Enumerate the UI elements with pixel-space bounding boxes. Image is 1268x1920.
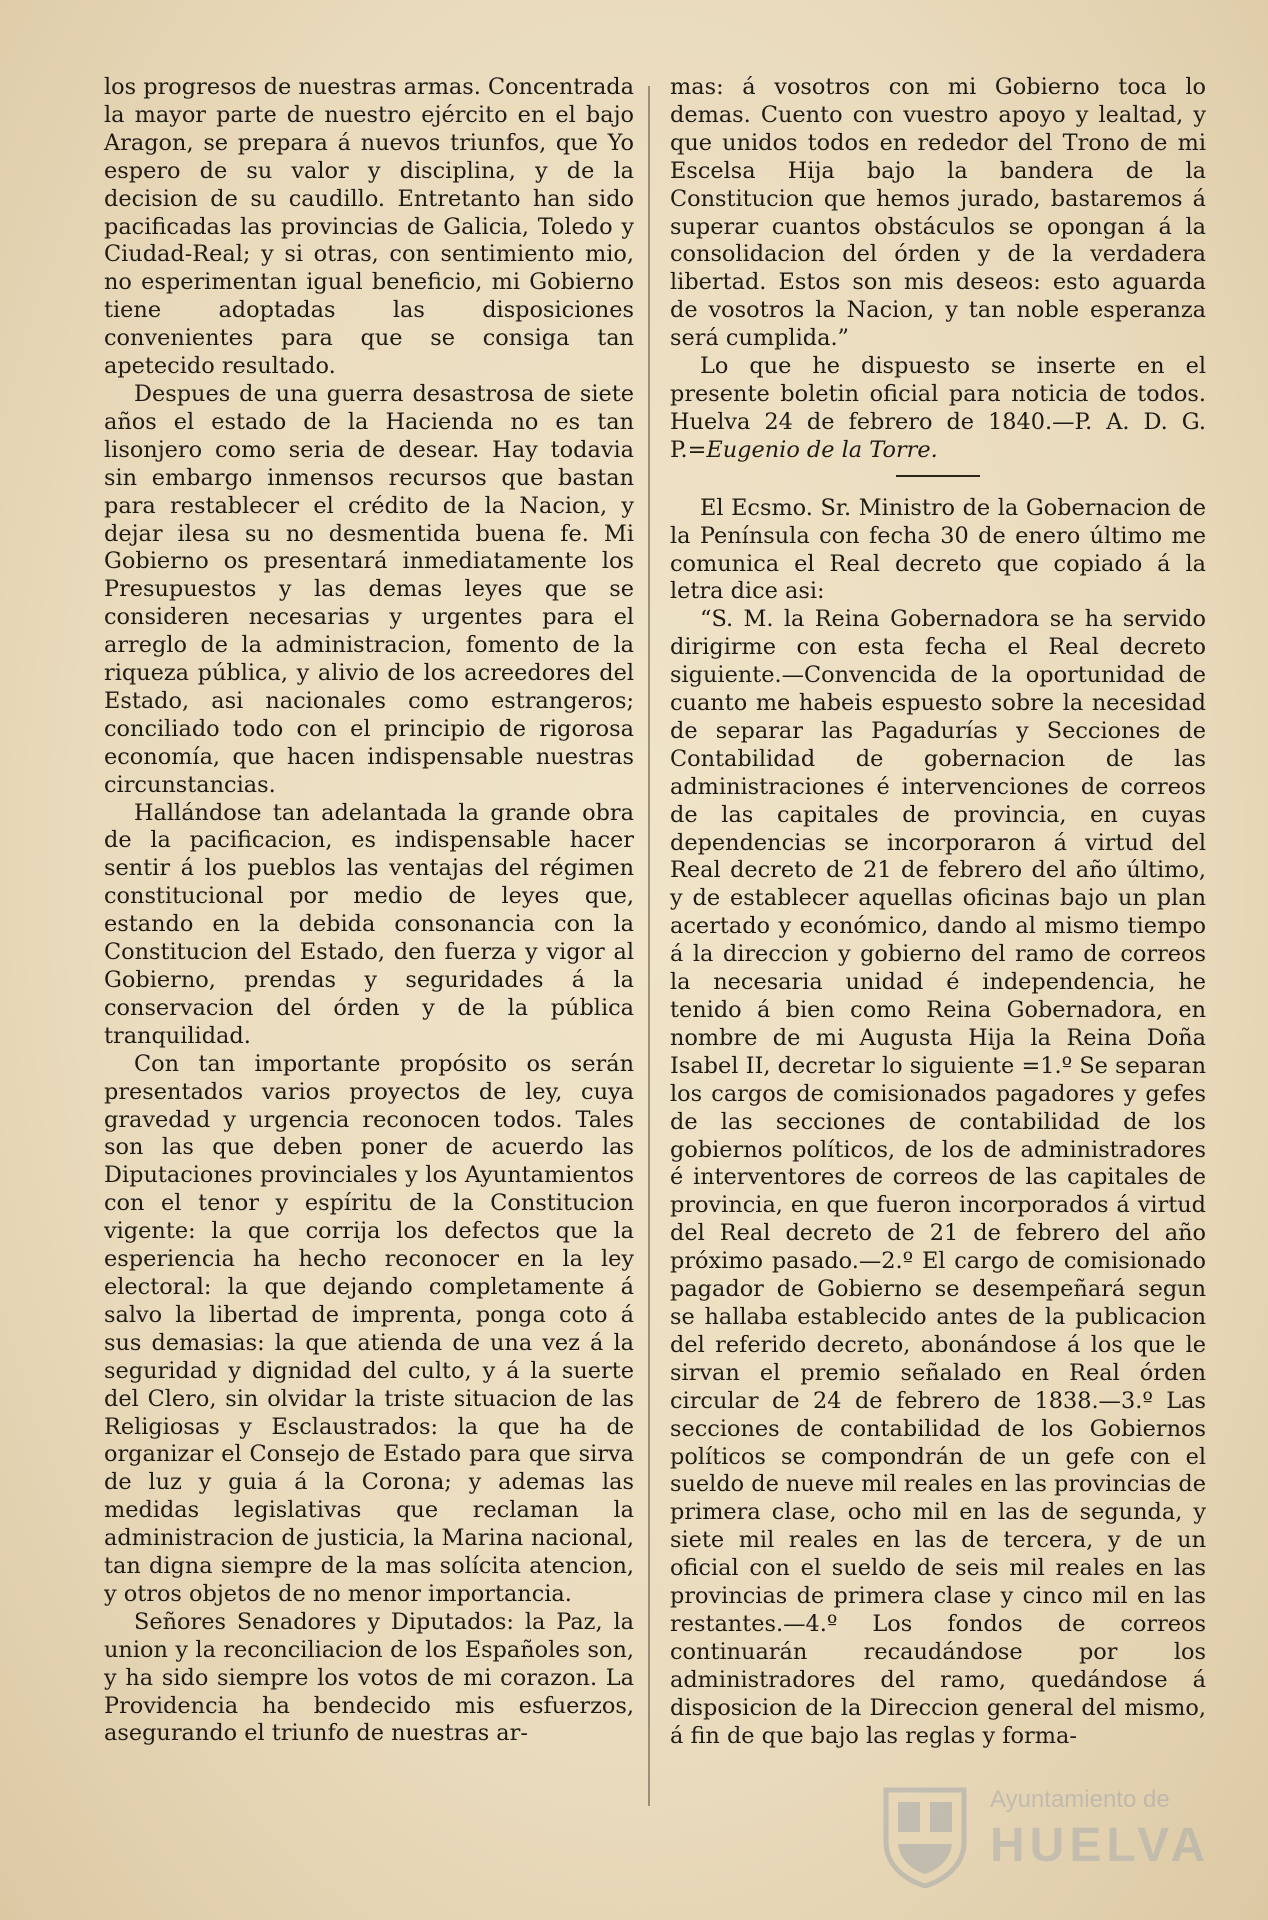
left-paragraph-4: Con tan importante propósito os serán presentados varios proyectos de ley, cuya gravedad y urgencia reconocen todos. Tales son las que deben poner de acuerdo las Diputaciones provinciales y los Ayuntamientos con el tenor y espíritu de la Constitucion vigente: la que corrija los defectos que la esperiencia ha hecho reconocer en la ley electoral: la que dejando completamente á salvo la libertad de imprenta, ponga coto á sus demasias: la que atienda de una vez á la seguridad y dignidad del culto, y á la suerte del Clero, sin olvidar la triste situacion de las Religiosas y Esclaustrados: la que ha de organizar el Consejo de Estado para que sirva de luz y guia á la Corona; y ademas las medidas legislativas que reclaman la administracion de justicia, la Marina nacional, tan digna siempre de la mas solícita atencion, y otros objetos de no menor importancia. — [104, 1050, 634, 1607]
right-paragraph-2 — [670, 353, 1206, 465]
right-paragraph-1: mas: á vosotros con mi Gobierno toca lo demas. Cuento con vuestro apoyo y lealtad, y que unidos todos en rededor del Trono de mi Escelsa Hija bajo la bandera de la Constitucion que hemos jurado, bastaremos á superar cuantos obstáculos se opongan á la consolidacion del órden y de la verdadera libertad. Estos son mis deseos: esto aguarda de vosotros la Nacion, y tan noble esperanza será cumplida.” — [670, 74, 1206, 352]
right-paragraph-4: “S. M. la Reina Gobernadora se ha servido dirigirme con esta fecha el Real decreto siguiente.—Convencida de la oportunidad de cuanto me habeis espuesto sobre la necesidad de separar las Pagadurías y Secciones de Contabilidad de gobernacion de las administraciones é intervenciones de correos de las capitales de provincia, en cuyas dependencias se incorporaron á virtud del Real decreto de 21 de febrero del año último, y de establecer aquellas oficinas bajo un plan acertado y económico, dando al mismo tiempo á la direccion y gobierno del ramo de correos la necesaria unidad é independencia, he tenido á bien como Reina Gobernadora, en nombre de mi Augusta Hija la Reina Doña Isabel II, decretar lo siguiente =1.º Se separan los cargos de comisionados pagadores y gefes de las secciones de contabilidad de los gobiernos políticos, de los de administradores é interventores de correos de las capitales de provincia, en que fueron incorporados á virtud del Real decreto de 21 de febrero del año próximo pasado.—2.º El cargo de comisionado pagador de Gobierno se desempeñará segun se hallaba establecido antes de la publicacion del referido decreto, abonándose á los que le sirvan el premio señalado en Real órden circular de 24 de febrero de 1838.—3.º Las secciones de contabilidad de los Gobiernos políticos se compondrán de un gefe con el sueldo de nueve mil reales en las provincias de primera clase, ocho mil en las de segunda, y siete mil reales en las de tercera, y de un oficial con el sueldo de seis mil reales en las provincias de primera clase y cinco mil en las restantes.—4.º Los fondos de correos continuarán recaudándose por los administradores del ramo, quedándose á disposicion de la Direccion general del mismo, á fin de que bajo las reglas y forma- — [670, 606, 1206, 1749]
right-column — [670, 74, 1206, 1750]
watermark-line-1: Ayuntamiento de — [990, 1786, 1170, 1813]
left-column — [104, 74, 634, 1748]
section-rule — [896, 475, 980, 477]
watermark-line-2: HUELVA — [990, 1819, 1211, 1872]
left-paragraph-1: los progresos de nuestras armas. Concentrada la mayor parte de nuestro ejército en el bajo Aragon, se prepara á nuevos triunfos, que Yo espero de su valor y disciplina, y de la decision de su caudillo. Entretanto han sido pacificadas las provincias de Galicia, Toledo y Ciudad-Real; y si otras, con sentimiento mio, no esperimentan igual beneficio, mi Gobierno tiene adoptadas las disposiciones convenientes para que se consiga tan apetecido resultado. — [104, 74, 634, 380]
left-paragraph-2: Despues de una guerra desastrosa de siete años el estado de la Hacienda no es tan lisonjero como seria de desear. Hay todavia sin embargo inmensos recursos que bastan para restablecer el crédito de la Nacion, y dejar ilesa su no desmentida buena fe. Mi Gobierno os presentará inmediatamente los Presupuestos y las demas leyes que se consideren necesarias y urgentes para el arreglo de la administracion, fomento de la riqueza pública, y alivio de los acreedores del Estado, asi nacionales como estrangeros; conciliado todo con el principio de rigorosa economía, que hacen indispensable nuestras circunstancias. — [104, 380, 634, 798]
signature: Eugenio de la Torre. — [706, 436, 938, 463]
publication-notice: Lo que he dispuesto se inserte en el presente boletin oficial para noticia de todos. Huelva 24 de febrero de 1840.—P. A. D. G. P.= — [670, 353, 1206, 463]
city-shield-icon — [880, 1784, 970, 1888]
left-paragraph-5: Señores Senadores y Diputados: la Paz, la union y la reconciliacion de los Españoles son, y ha sido siempre los votos de mi corazon. La Providencia ha bendecido mis esfuerzos, asegurando el triunfo de nuestras ar- — [104, 1608, 634, 1747]
left-paragraph-3: Hallándose tan adelantada la grande obra de la pacificacion, es indispensable hacer sentir á los pueblos las ventajas del régimen constitucional por medio de leyes que, estando en la debida consonancia con la Constitucion del Estado, den fuerza y vigor al Gobierno, prendas y seguridades á la conservacion del órden y de la pública tranquilidad. — [104, 799, 634, 1049]
column-divider — [648, 86, 650, 1806]
archive-watermark — [880, 1782, 1210, 1892]
right-paragraph-3: El Ecsmo. Sr. Ministro de la Gobernacion de la Península con fecha 30 de enero último me comunica el Real decreto que copiado á la letra dice asi: — [670, 494, 1206, 605]
